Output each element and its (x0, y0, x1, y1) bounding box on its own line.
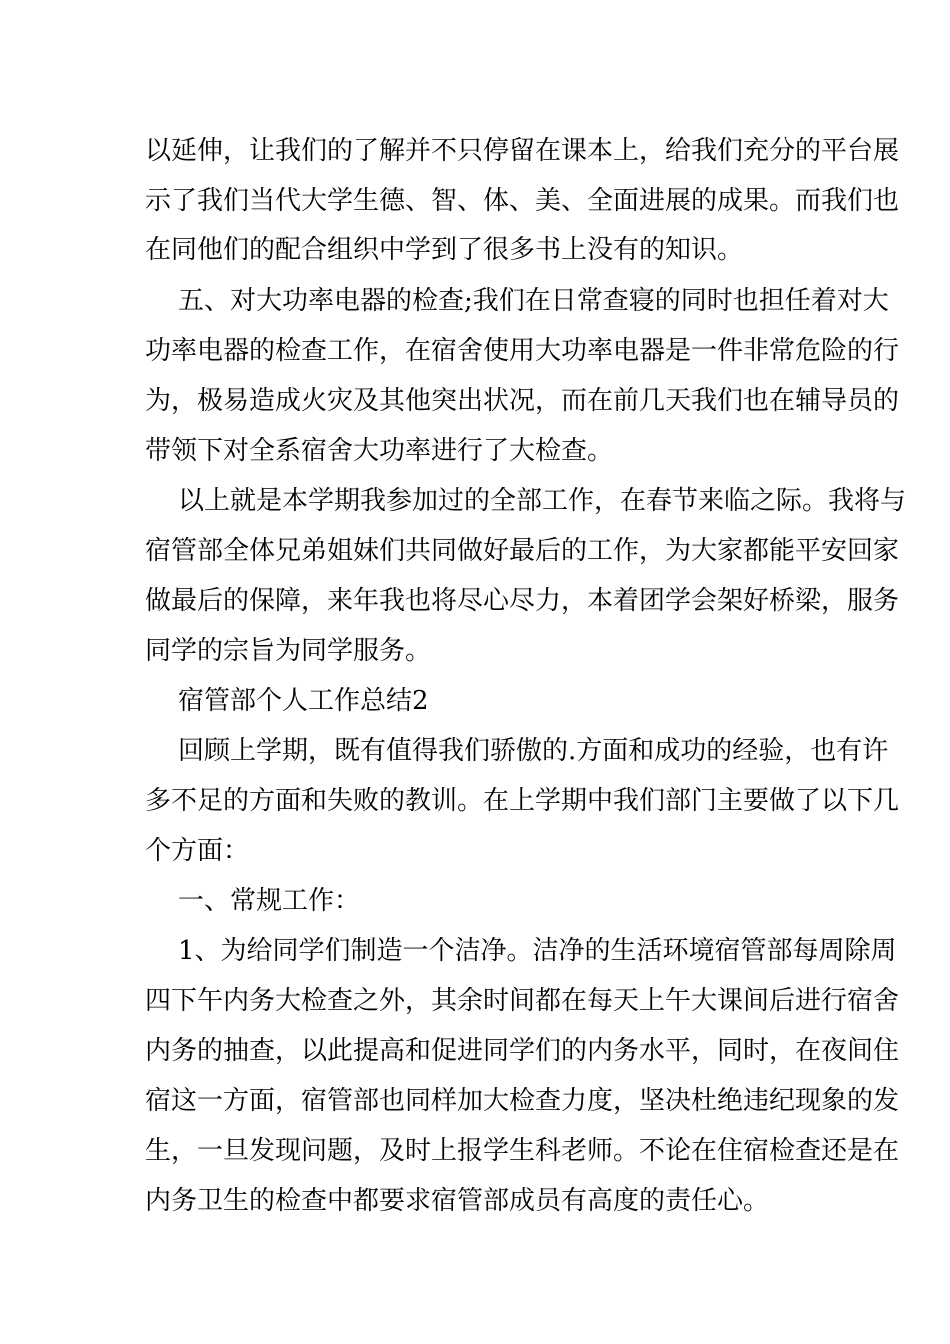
text-line: 宿这一方面，宿管部也同样加大检查力度，坚决杜绝违纪现象的发 (145, 1086, 900, 1116)
text-line: 生，一旦发现问题，及时上报学生科老师。不论在住宿检查还是在 (145, 1136, 900, 1166)
text-line: 个方面： (145, 836, 250, 866)
text-line: 带领下对全系宿舍大功率进行了大检查。 (145, 436, 614, 466)
text-line: 做最后的保障，来年我也将尽心尽力，本着团学会架好桥梁，服务 (145, 586, 900, 616)
section-title: 宿管部个人工作总结2 (178, 686, 429, 716)
text-line: 内务的抽查，以此提高和促进同学们的内务水平，同时，在夜间住 (145, 1036, 900, 1066)
paragraph-first-line: 五、对大功率电器的检查;我们在日常查寝的同时也担任着对大 (178, 286, 889, 316)
text-line: 示了我们当代大学生德、智、体、美、全面进展的成果。而我们也 (145, 186, 900, 216)
subsection-title: 一、常规工作： (178, 886, 361, 916)
text-line: 宿管部全体兄弟姐妹们共同做好最后的工作，为大家都能平安回家 (145, 536, 900, 566)
text-line: 多不足的方面和失败的教训。在上学期中我们部门主要做了以下几 (145, 786, 900, 816)
text-line: 内务卫生的检查中都要求宿管部成员有高度的责任心。 (145, 1186, 770, 1216)
text-line: 以延伸，让我们的了解并不只停留在课本上，给我们充分的平台展 (145, 136, 900, 166)
paragraph-first-line: 1、为给同学们制造一个洁净。洁净的生活环境宿管部每周除周 (178, 936, 897, 966)
paragraph-first-line: 回顾上学期，既有值得我们骄傲的.方面和成功的经验，也有许 (178, 736, 889, 766)
text-line: 四下午内务大检查之外，其余时间都在每天上午大课间后进行宿舍 (145, 986, 900, 1016)
text-line: 在同他们的配合组织中学到了很多书上没有的知识。 (145, 235, 744, 265)
text-line: 为，极易造成火灾及其他突出状况，而在前几天我们也在辅导员的 (145, 386, 900, 416)
paragraph-first-line: 以上就是本学期我参加过的全部工作，在春节来临之际。我将与 (178, 486, 907, 516)
text-line: 同学的宗旨为同学服务。 (145, 636, 432, 666)
text-line: 功率电器的检查工作，在宿舍使用大功率电器是一件非常危险的行 (145, 336, 900, 366)
